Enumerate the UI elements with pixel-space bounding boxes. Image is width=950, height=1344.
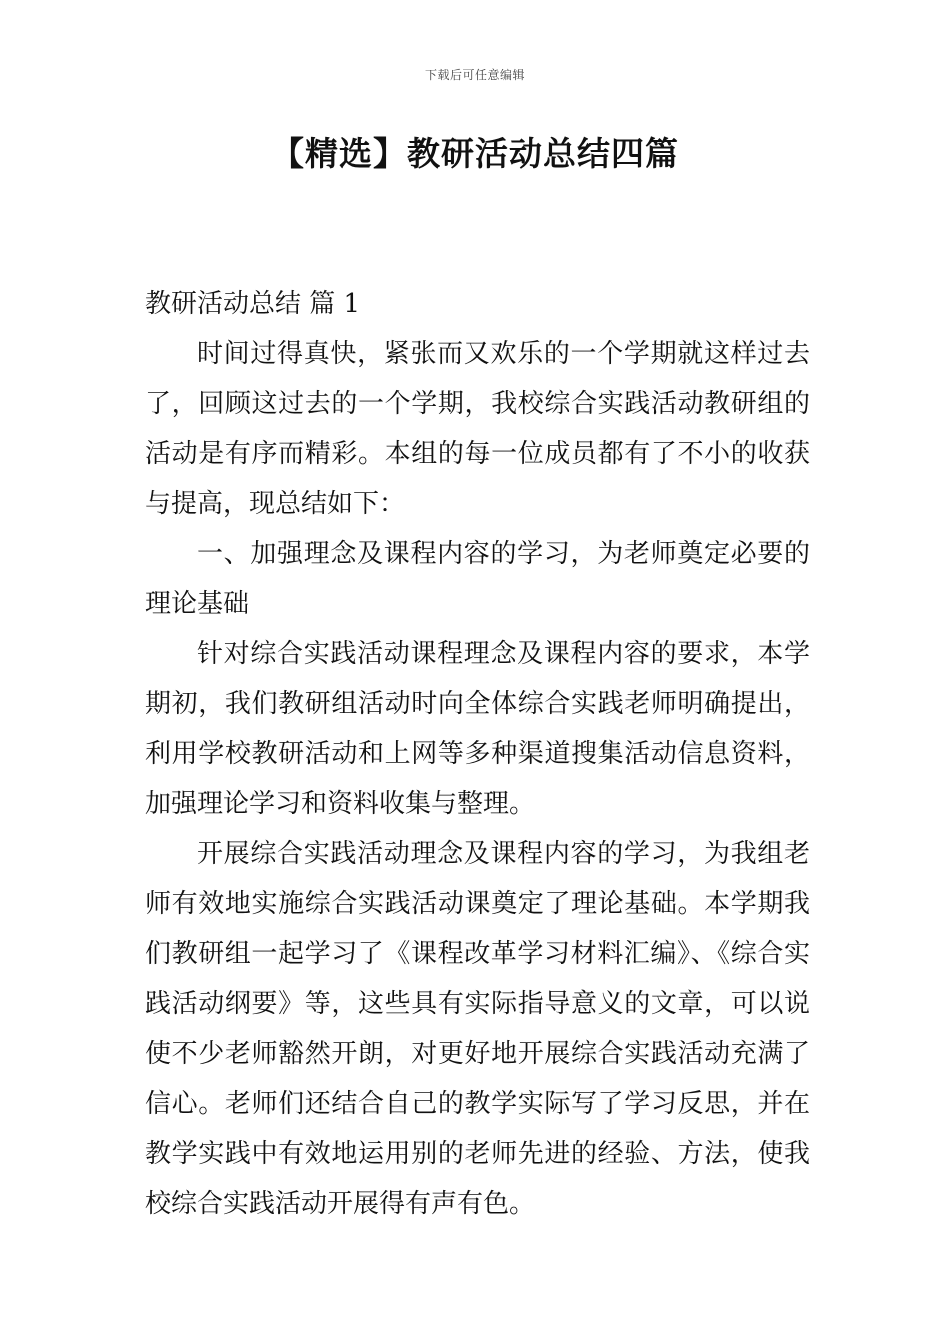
paragraph-intro: 时间过得真快，紧张而又欢乐的一个学期就这样过去了，回顾这过去的一个学期，我校综合实践活动教研组的活动是有序而精彩。本组的每一位成员都有了不小的收获与提高，现总结如下： bbox=[145, 339, 810, 519]
paragraph-practice-results: 开展综合实践活动理念及课程内容的学习，为我组老师有效地实施综合实践活动课奠定了理论基础。本学期我们教研组一起学习了《课程改革学习材料汇编》、《综合实践活动纲要》等，这些具有实际指导意义的文章，可以说使不少老师豁然开朗，对更好地开展综合实践活动充满了信心。老师们还结合自己的教学实际写了学习反思，并在教学实践中有效地运用别的老师先进的经验、方法，使我校综合实践活动开展得有声有色。 bbox=[145, 839, 810, 1219]
header-watermark: 下载后可任意编辑 bbox=[424, 68, 525, 82]
paragraph-point-one-heading: 一、加强理念及课程内容的学习，为老师奠定必要的理论基础 bbox=[145, 539, 810, 619]
paragraph-theory-study: 针对综合实践活动课程理念及课程内容的要求，本学期初，我们教研组活动时向全体综合实践老师明确提出，利用学校教研活动和上网等多种渠道搜集活动信息资料，加强理论学习和资料收集与整理。 bbox=[145, 639, 810, 819]
document-body bbox=[145, 279, 810, 1229]
section-heading: 教研活动总结 篇 1 bbox=[145, 289, 361, 319]
document-title: 【精选】教研活动总结四篇 bbox=[271, 134, 679, 173]
